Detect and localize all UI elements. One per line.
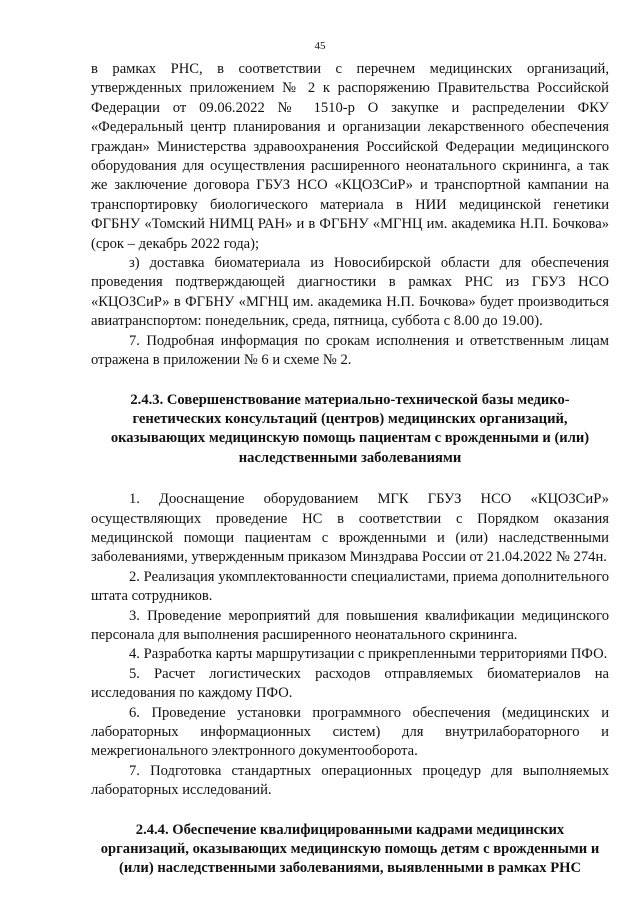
document-body (91, 60, 609, 879)
list-item: 1. Дооснащение оборудованием МГК ГБУЗ НСО «КЦОЗСиР» осуществляющих проведение НС в соответствии с Порядком оказания медицинской помощи пациентам с врожденными и (или) наследственными заболеваниями, утвержденным приказом Минздрава России от 21.04.2022 № 274н. (91, 491, 609, 566)
list-item: 6. Проведение установки программного обеспечения (медицинских и лабораторных информационных систем) для внутрилабораторного и межрегионального электронного документооборота. (91, 704, 609, 760)
section-heading-2-4-4: 2.4.4. Обеспечение квалифицированными кадрами медицинских организаций, оказывающих медицинскую помощь детям с врожденными и (или) наследственными заболеваниями, выявленными в рамках РНС (100, 821, 600, 877)
spacer (91, 468, 609, 490)
list-item: 7. Подготовка стандартных операционных процедур для выполняемых лабораторных исследований. (91, 762, 609, 799)
section-heading-2-4-3: 2.4.3. Совершенствование материально-технической базы медико-генетических консультаций (центров) медицинских организаций, оказывающих медицинскую помощь пациентам с врожденными и (или) наследственными заболеваниями (110, 391, 590, 466)
spacer (91, 371, 609, 391)
list-item: 2. Реализация укомплектованности специалистами, приема дополнительного штата сотрудников. (91, 568, 609, 605)
list-item: 3. Проведение мероприятий для повышения квалификации медицинского персонала для выполнения расширенного неонатального скрининга. (91, 607, 609, 643)
paragraph-item-7: 7. Подробная информация по срокам исполнения и ответственным лицам отражена в приложении № 6 и схеме № 2. (91, 332, 609, 369)
spacer (91, 801, 609, 821)
paragraph-item-z: з) доставка биоматериала из Новосибирской области для обеспечения проведения подтверждающей диагностики в рамках РНС из ГБУЗ НСО «КЦОЗСиР» в ФГБНУ «МГНЦ им. академика Н.П. Бочкова» будет производиться авиатранспортом: понедельник, среда, пятница, суббота с 8.00 до 19.00). (91, 255, 609, 330)
list-item: 4. Разработка карты маршрутизации с прикрепленными территориями ПФО. (129, 646, 608, 663)
paragraph-continuation: в рамках РНС, в соответствии с перечнем медицинских организаций, утвержденных приложением № 2 к распоряжению Правительства Российской Федерации от 09.06.2022 № 1510-р О закупке и распределении ФКУ «Федеральный центр планирования и организации лекарственного обеспечения граждан» Министерства здравоохранения Российской Федерации медицинского оборудования для осуществления расширенного неонатального скрининга, а так же заключение договора ГБУЗ НСО «КЦОЗСиР» и транспортной кампании на транспортировку биологического материала в НИИ медицинской генетики ФГБНУ «Томский НИМЦ РАН» и в ФГБНУ «МГНЦ им. академика Н.П. Бочкова» (срок – декабрь 2022 года); (91, 61, 609, 252)
list-item: 5. Расчет логистических расходов отправляемых биоматериалов на исследования по каждому ПФО. (91, 665, 609, 702)
page-number: 45 (314, 40, 326, 52)
